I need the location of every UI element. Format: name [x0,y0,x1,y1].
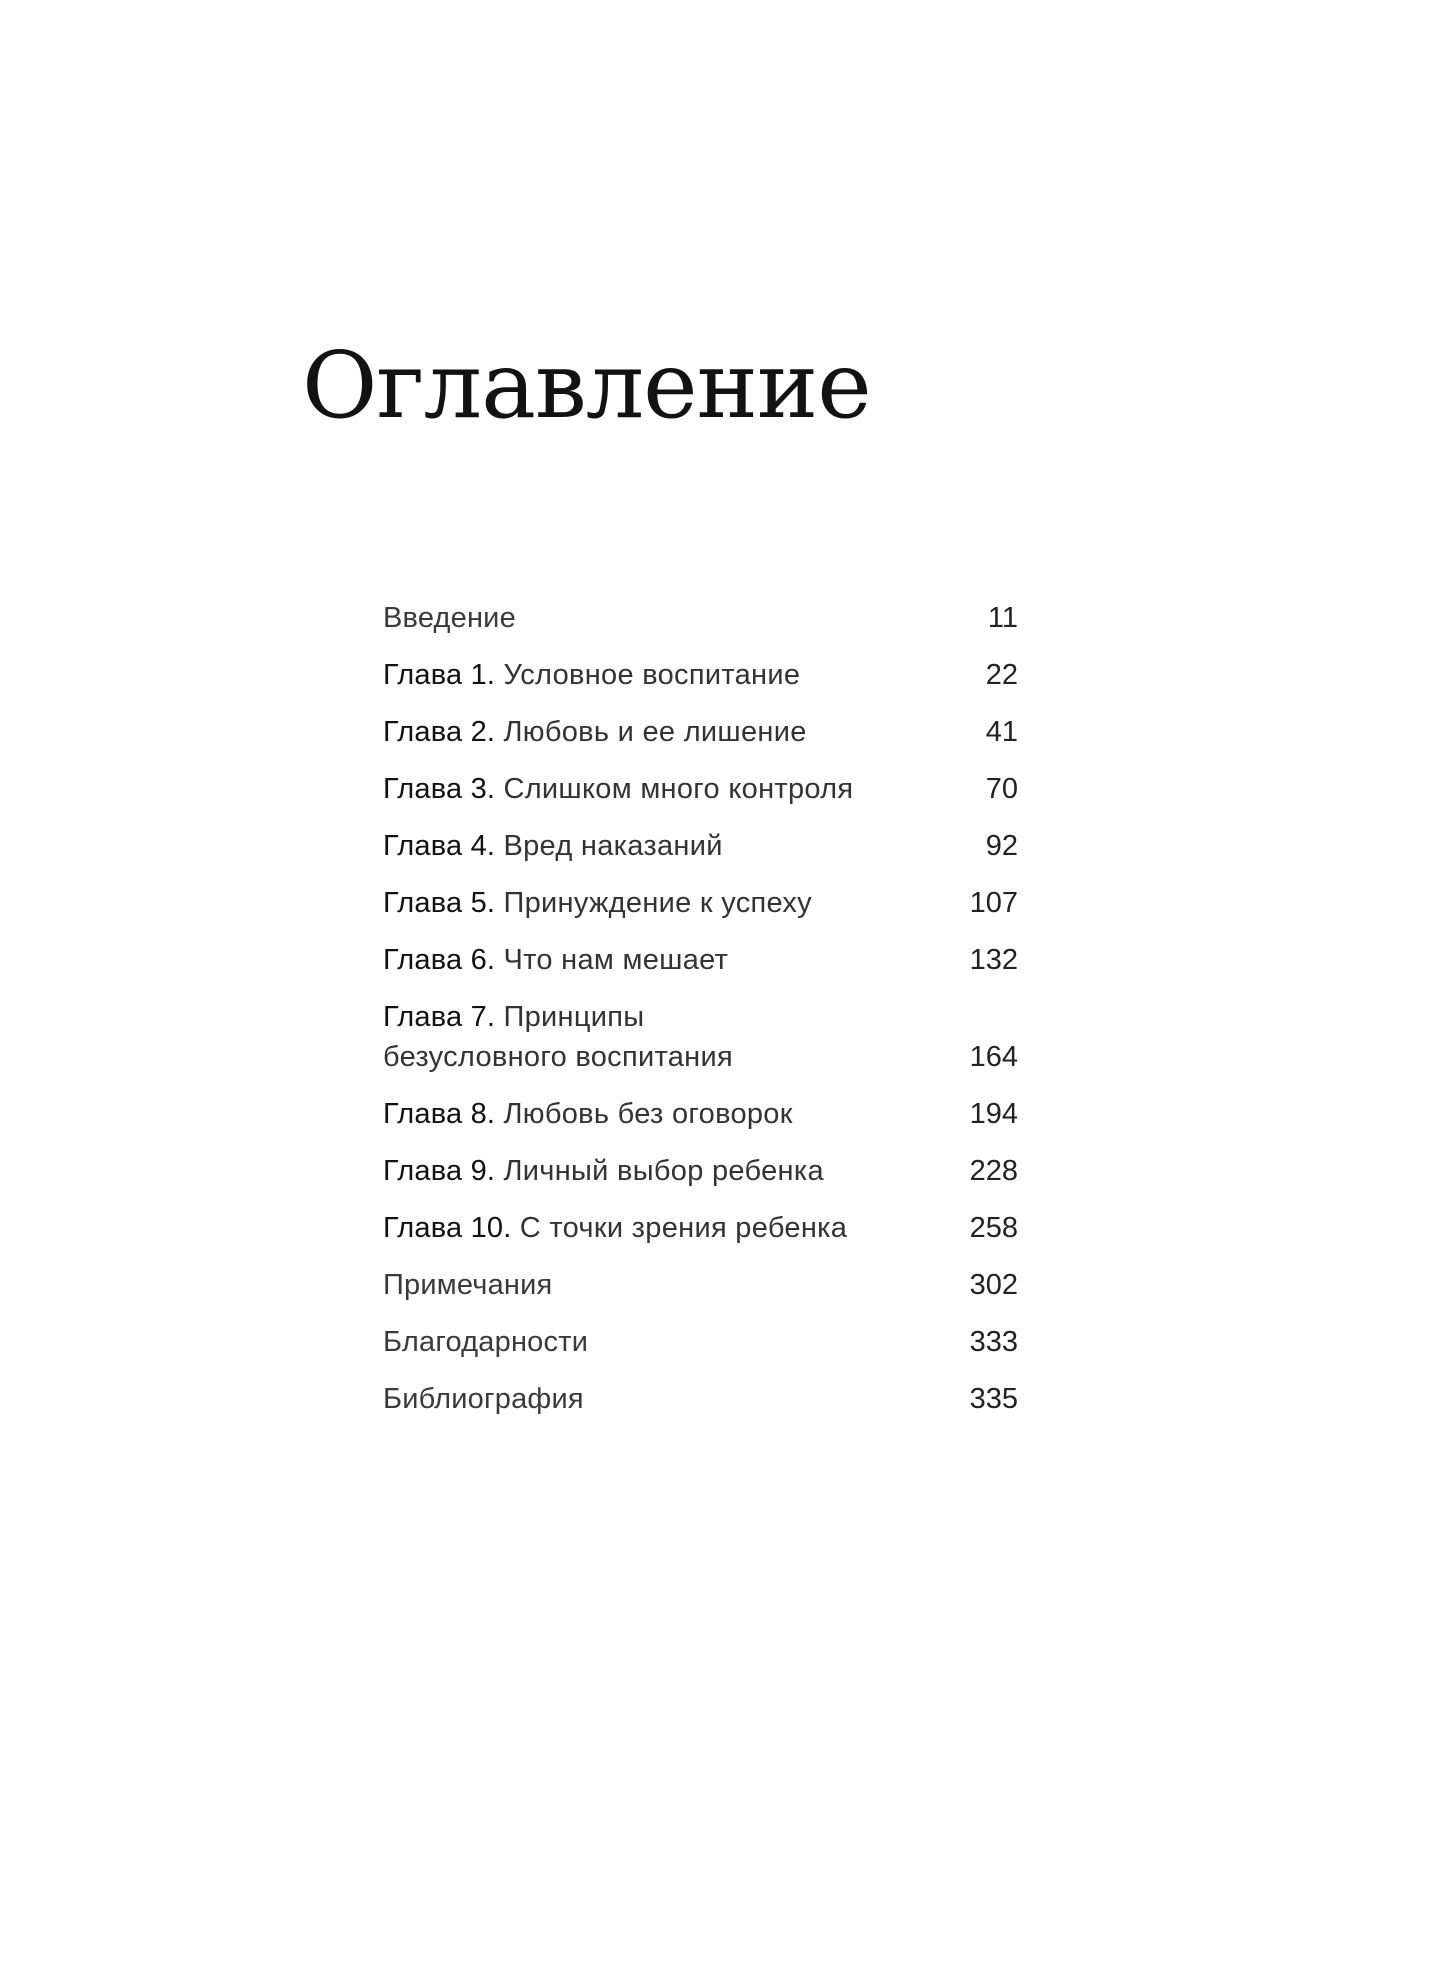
table-of-contents [383,598,1018,1436]
page-title: Оглавление [302,332,871,439]
toc-entry-label: Благодарности [383,1326,589,1358]
toc-page-number: 107 [969,887,1018,919]
toc-page-number: 22 [985,659,1018,691]
toc-entry-label: Введение [383,602,516,634]
toc-entry-chapter-3[interactable] [383,769,1018,809]
toc-page-number: 70 [985,773,1018,805]
toc-entry-acknowledgements[interactable] [383,1322,1018,1362]
toc-page-number: 333 [969,1326,1018,1358]
toc-page-number: 302 [969,1269,1018,1301]
toc-entry-label: Библиография [383,1383,584,1415]
chapter-title-continued: безусловного воспитания [383,1041,733,1073]
toc-entry-notes[interactable] [383,1265,1018,1305]
chapter-label: Глава 7. [383,1001,496,1033]
chapter-title: Что нам мешает [503,944,729,976]
toc-entry-chapter-6[interactable] [383,940,1018,980]
toc-page-number: 164 [969,1041,1018,1073]
toc-entry-chapter-5[interactable] [383,883,1018,923]
chapter-label: Глава 5. [383,887,496,919]
chapter-title: С точки зрения ребенка [519,1212,848,1244]
toc-entry-bibliography[interactable] [383,1379,1018,1419]
chapter-title: Принуждение к успеху [503,887,812,919]
toc-page-number: 228 [969,1155,1018,1187]
toc-entry-chapter-4[interactable] [383,826,1018,866]
toc-entry-chapter-1[interactable] [383,655,1018,695]
chapter-title: Слишком много контроля [503,773,854,805]
chapter-label: Глава 8. [383,1098,496,1130]
toc-entry-label: Примечания [383,1269,553,1301]
chapter-title: Условное воспитание [503,659,801,691]
toc-entry-chapter-7[interactable] [383,997,1018,1077]
toc-page-number: 194 [969,1098,1018,1130]
toc-entry-introduction[interactable] [383,598,1018,638]
toc-page-number: 258 [969,1212,1018,1244]
toc-page-number: 132 [969,944,1018,976]
chapter-title: Принципы [503,1001,645,1033]
chapter-label: Глава 1. [383,659,496,691]
chapter-label: Глава 6. [383,944,496,976]
chapter-label: Глава 2. [383,716,496,748]
chapter-title: Вред наказаний [503,830,723,862]
toc-entry-chapter-2[interactable] [383,712,1018,752]
toc-page-number: 335 [969,1383,1018,1415]
toc-entry-chapter-9[interactable] [383,1151,1018,1191]
toc-entry-chapter-10[interactable] [383,1208,1018,1248]
toc-page-number: 41 [985,716,1018,748]
chapter-title: Любовь и ее лишение [503,716,807,748]
toc-page-number: 92 [985,830,1018,862]
chapter-title: Личный выбор ребенка [503,1155,824,1187]
chapter-title: Любовь без оговорок [503,1098,793,1130]
chapter-label: Глава 4. [383,830,496,862]
chapter-label: Глава 3. [383,773,496,805]
toc-entry-chapter-8[interactable] [383,1094,1018,1134]
chapter-label: Глава 9. [383,1155,496,1187]
chapter-label: Глава 10. [383,1212,512,1244]
toc-page-number: 11 [987,602,1018,634]
